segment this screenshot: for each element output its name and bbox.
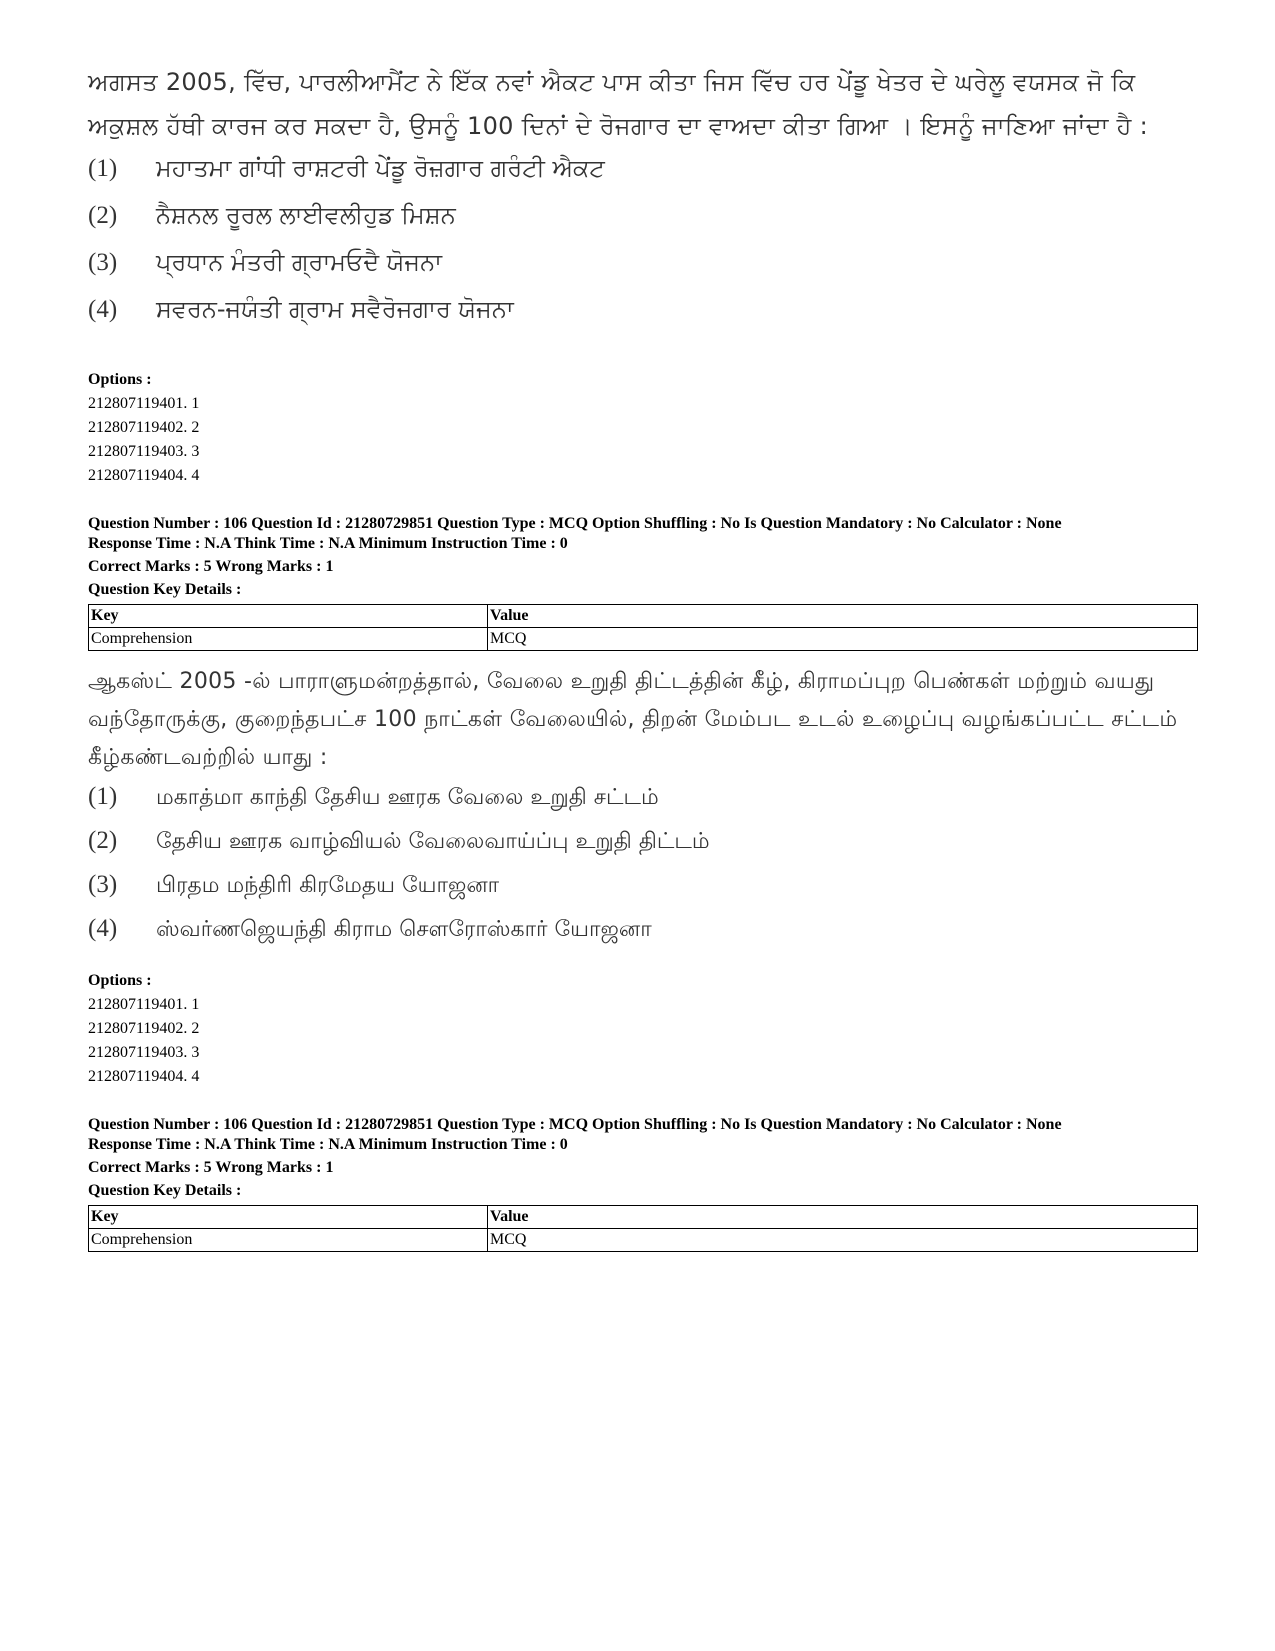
option-id: 212807119402. 2 <box>88 1020 200 1037</box>
option-id: 212807119404. 4 <box>88 467 200 484</box>
question-info: Question Number : 106 Question Id : 21280729851 Question Type : MCQ Option Shuffling : No Is Question Mandatory : No Calculator : None <box>88 515 1062 532</box>
key-details-label: Question Key Details : <box>88 1182 242 1199</box>
value-cell: MCQ <box>488 1229 1198 1252</box>
value-header: Value <box>488 1206 1198 1229</box>
choice-item <box>88 915 1198 959</box>
options-section <box>88 969 1198 1089</box>
choice-number: (4) <box>88 915 118 942</box>
choice-text: ਸਵਰਨ-ਜਯੰਤੀ ਗ੍ਰਾਮ ਸਵੈਰੋਜਗਾਰ ਯੋਜਨਾ <box>156 295 514 323</box>
question-image-tamil <box>88 663 1198 963</box>
choice-item <box>88 871 1198 915</box>
option-id: 212807119401. 1 <box>88 395 200 412</box>
choice-number: (2) <box>88 827 118 854</box>
choice-item <box>88 827 1198 871</box>
options-label: Options : <box>88 972 152 989</box>
value-header: Value <box>488 605 1198 628</box>
option-id: 212807119402. 2 <box>88 419 200 436</box>
key-header: Key <box>89 1206 488 1229</box>
choice-text: ਪ੍ਰਧਾਨ ਮੰਤਰੀ ਗ੍ਰਾਮਓਦੈ ਯੋਜਨਾ <box>156 248 442 276</box>
choice-item <box>88 248 1198 295</box>
choice-number: (3) <box>88 249 118 276</box>
question-stem: ਅਗਸਤ 2005, ਵਿੱਚ, ਪਾਰਲੀਆਮੈਂਟ ਨੇ ਇੱਕ ਨਵਾਂ ਐਕਟ ਪਾਸ ਕੀਤਾ ਜਿਸ ਵਿੱਚ ਹਰ ਪੇਂਡੂ ਖੇਤਰ ਦੇ ਘਰੇਲੂ ਵਯਸਕ ਜੋ ਕਿ ਅਕੁਸ਼ਲ ਹੱਥੀ ਕਾਰਜ ਕਰ ਸਕਦਾ ਹੈ, ਉਸਨੂੰ 100 ਦਿਨਾਂ ਦੇ ਰੋਜਗਾਰ ਦਾ ਵਾਅਦਾ ਕੀਤਾ ਗਿਆ । ਇਸਨੂੰ ਜਾਣਿਆ ਜਾਂਦਾ ਹੈ : <box>88 68 1148 140</box>
choice-text: மகாத்மா காந்தி தேசிய ஊரக வேலை உறுதி சட்டம் <box>156 785 659 810</box>
choice-number: (2) <box>88 202 118 229</box>
question-meta <box>88 1115 1198 1252</box>
value-cell: MCQ <box>488 628 1198 651</box>
choice-text: பிரதம மந்திரி கிரமேதய யோஜனா <box>156 873 500 898</box>
options-label: Options : <box>88 371 152 388</box>
choice-item <box>88 783 1198 827</box>
option-id: 212807119401. 1 <box>88 996 200 1013</box>
choice-list <box>88 154 1198 342</box>
table-header-row <box>89 605 1198 628</box>
key-details-label: Question Key Details : <box>88 581 242 598</box>
time-info: Response Time : N.A Think Time : N.A Minimum Instruction Time : 0 <box>88 1136 568 1153</box>
choice-number: (1) <box>88 783 118 810</box>
option-id: 212807119403. 3 <box>88 1044 200 1061</box>
option-id: 212807119404. 4 <box>88 1068 200 1085</box>
table-row <box>89 1229 1198 1252</box>
key-details-table <box>88 1205 1198 1252</box>
question-stem: ஆகஸ்ட் 2005 -ல் பாராளுமன்றத்தால், வேலை உறுதி திட்டத்தின் கீழ், கிராமப்புற பெண்கள் மற்றும் வயது வந்தோருக்கு, குறைந்தபட்ச 100 நாட்கள் வேலையில், திறன் மேம்பட உடல் உழைப்பு வழங்கப்பட்ட சட்டம் கீழ்கண்டவற்றில் யாது : <box>88 669 1178 770</box>
table-row <box>89 628 1198 651</box>
marks-info: Correct Marks : 5 Wrong Marks : 1 <box>88 1159 334 1176</box>
marks-info: Correct Marks : 5 Wrong Marks : 1 <box>88 558 334 575</box>
choice-text: ਮਹਾਤਮਾ ਗਾਂਧੀ ਰਾਸ਼ਟਰੀ ਪੇਂਡੂ ਰੋਜ਼ਗਾਰ ਗਰੰਟੀ ਐਕਟ <box>156 154 605 182</box>
choice-number: (4) <box>88 296 118 323</box>
key-cell: Comprehension <box>89 1229 488 1252</box>
key-details-table <box>88 604 1198 651</box>
choice-text: தேசிய ஊரக வாழ்வியல் வேலைவாய்ப்பு உறுதி திட்டம் <box>156 829 710 854</box>
choice-number: (3) <box>88 871 118 898</box>
time-info: Response Time : N.A Think Time : N.A Minimum Instruction Time : 0 <box>88 535 568 552</box>
question-page <box>88 60 1198 1252</box>
choice-text: ਨੈਸ਼ਨਲ ਰੂਰਲ ਲਾਈਵਲੀਹੁਡ ਮਿਸ਼ਨ <box>156 201 456 229</box>
choice-number: (1) <box>88 155 118 182</box>
choice-text: ஸ்வர்ணஜெயந்தி கிராம சௌரோஸ்கார் யோஜனா <box>156 917 652 942</box>
key-header: Key <box>89 605 488 628</box>
table-header-row <box>89 1206 1198 1229</box>
key-cell: Comprehension <box>89 628 488 651</box>
option-id: 212807119403. 3 <box>88 443 200 460</box>
options-section <box>88 368 1198 488</box>
choice-list <box>88 783 1198 959</box>
question-meta <box>88 514 1198 651</box>
choice-item <box>88 201 1198 248</box>
question-info: Question Number : 106 Question Id : 21280729851 Question Type : MCQ Option Shuffling : No Is Question Mandatory : No Calculator : None <box>88 1116 1062 1133</box>
question-image-punjabi <box>88 60 1198 360</box>
choice-item <box>88 295 1198 342</box>
choice-item <box>88 154 1198 201</box>
